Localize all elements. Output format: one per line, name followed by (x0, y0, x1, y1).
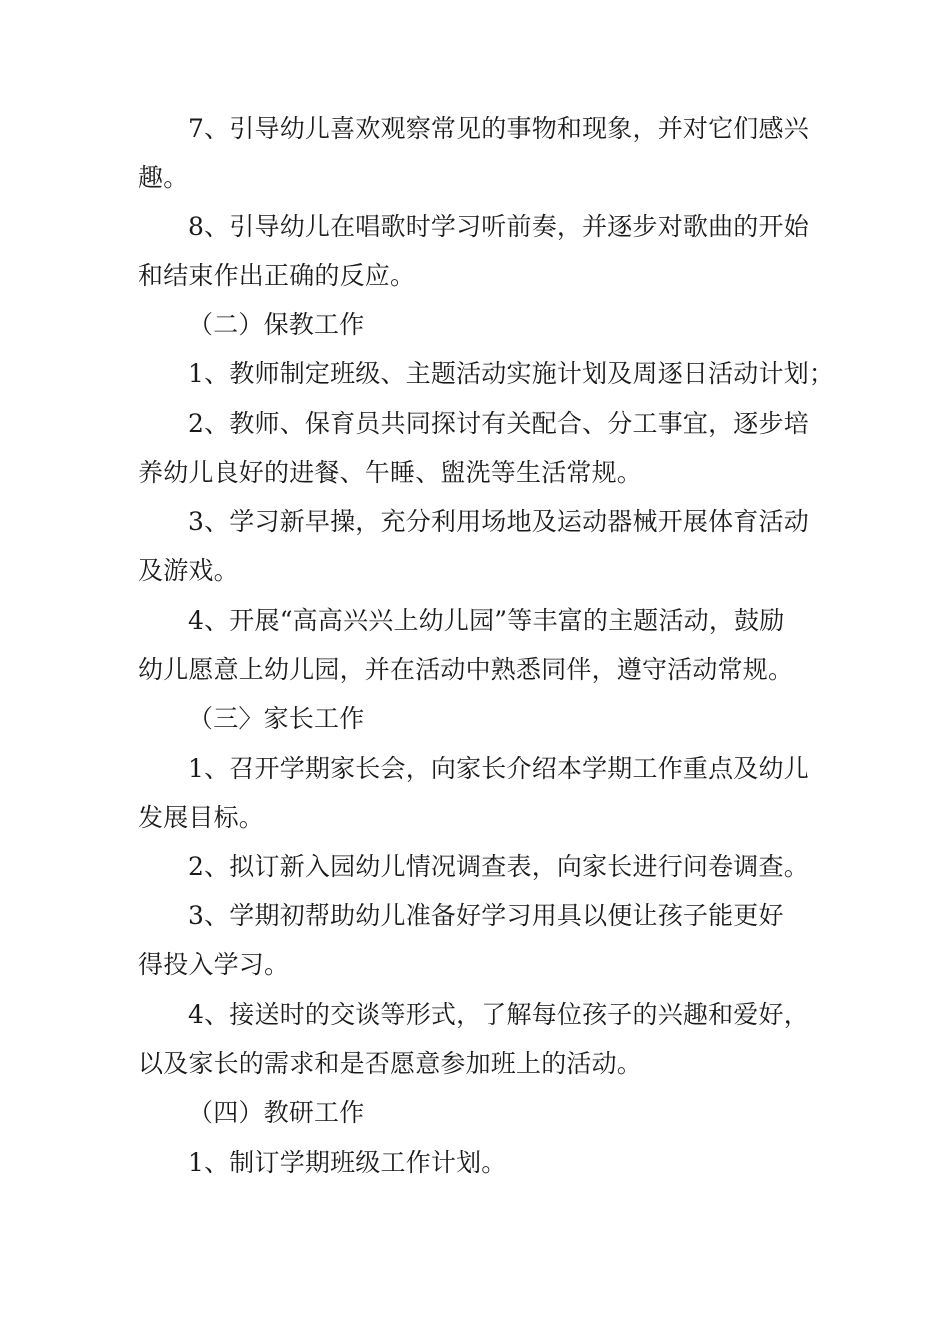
parent-item-4-line-1: 4、接送时的交谈等形式，了解每位孩子的兴趣和爱好， (188, 1000, 809, 1029)
parent-item-2: 2、拟订新入园幼儿情况调查表，向家长进行问卷调查。 (188, 852, 809, 881)
care-item-4-line-2: 幼儿愿意上幼儿园，并在活动中熟悉同伴，遵守活动常规。 (138, 655, 794, 684)
parent-item-3-line-2: 得投入学习。 (138, 950, 290, 979)
parent-item-3-line-1: 3、学期初帮助幼儿准备好学习用具以便让孩子能更好 (188, 901, 784, 930)
section-heading-care-education: （二）保教工作 (188, 310, 365, 339)
paragraph-7-line-2: 趣。 (138, 163, 189, 192)
section-heading-parent-work: （三〉家长工作 (188, 704, 365, 733)
paragraph-7-line-1: 7、引导幼儿喜欢观察常见的事物和现象，并对它们感兴 (188, 114, 809, 143)
care-item-4-line-1: 4、开展“高高兴兴上幼儿园”等丰富的主题活动，鼓励 (188, 606, 785, 635)
care-item-2-line-1: 2、教师、保育员共同探讨有关配合、分工事宜，逐步培 (188, 409, 809, 438)
paragraph-8-line-1: 8、引导幼儿在唱歌时学习听前奏，并逐步对歌曲的开始 (188, 212, 809, 241)
parent-item-4-line-2: 以及家长的需求和是否愿意参加班上的活动。 (138, 1049, 643, 1078)
parent-item-1-line-2: 发展目标。 (138, 803, 265, 832)
care-item-2-line-2: 养幼儿良好的进餐、午睡、盥洗等生活常规。 (138, 458, 643, 487)
research-item-1: 1、制订学期班级工作计划。 (188, 1148, 507, 1177)
care-item-3-line-1: 3、学习新早操，充分利用场地及运动器械开展体育活动 (188, 507, 809, 536)
paragraph-8-line-2: 和结束作出正确的反应。 (138, 261, 416, 290)
parent-item-1-line-1: 1、召开学期家长会，向家长介绍本学期工作重点及幼儿 (188, 754, 809, 783)
care-item-1: 1、教师制定班级、主题活动实施计划及周逐日活动计划； (188, 359, 835, 388)
section-heading-teaching-research: （四）教研工作 (188, 1098, 365, 1127)
care-item-3-line-2: 及游戏。 (138, 556, 239, 585)
